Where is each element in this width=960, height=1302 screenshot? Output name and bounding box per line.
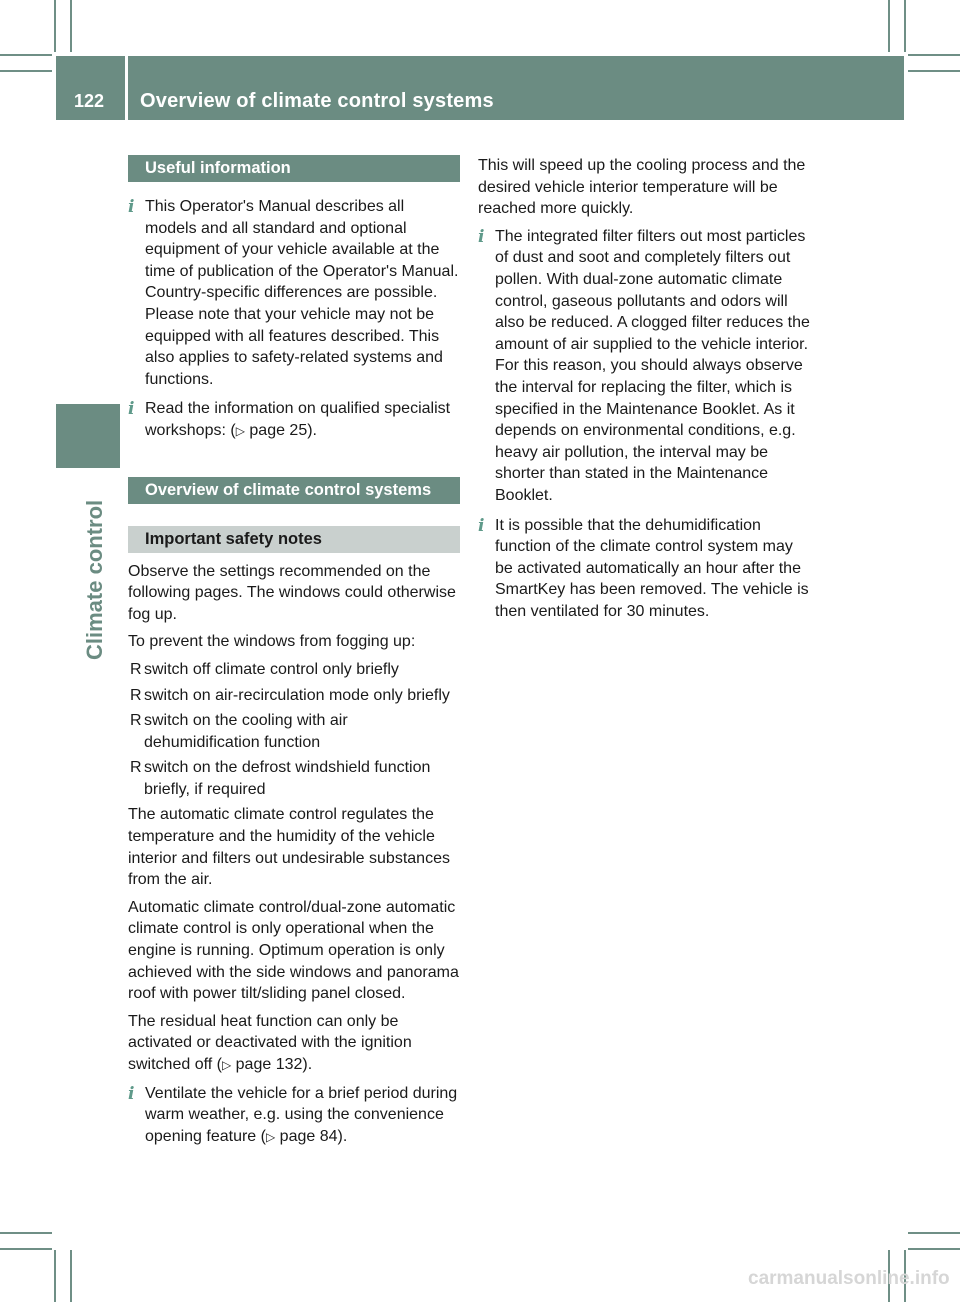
crop-mark	[888, 0, 890, 52]
info-note-text: Ventilate the vehicle for a brief period during warm weather, e.g. using the convenience opening feature (	[145, 1084, 458, 1145]
info-note-text: This Operator's Manual describes all models and all standard and optional equipment of your vehicle available at the time of publication of the Operator's Manual. Country-specific differences are possible. Please note that your vehicle may not be equipped with all features described. This also applies to safety-related systems and functions.	[145, 198, 459, 388]
crop-mark	[70, 0, 72, 52]
paragraph: Observe the settings recommended on the following pages. The windows could otherwise fog up.	[128, 562, 456, 623]
watermark: carmanualsonline.info	[748, 1268, 950, 1289]
useful-information-heading: Useful information	[128, 155, 460, 182]
info-note-text: Read the information on qualified specialist workshops: (	[145, 400, 451, 439]
list-item	[128, 757, 460, 800]
crop-mark	[0, 1232, 52, 1234]
crop-mark	[908, 1248, 960, 1250]
crop-mark	[0, 70, 52, 72]
info-icon: i	[128, 399, 135, 420]
chapter-tab-marker	[56, 404, 120, 468]
left-column	[128, 155, 460, 1156]
triangle-arrow-icon: ▷	[221, 1058, 232, 1072]
list-item	[128, 685, 460, 707]
list-item	[128, 659, 460, 681]
bullet-mark: R	[130, 759, 142, 777]
crop-mark	[904, 0, 906, 52]
triangle-arrow-icon: ▷	[265, 1129, 276, 1144]
crop-mark	[0, 54, 52, 56]
safety-notes-heading: Important safety notes	[128, 526, 460, 553]
list-item-text: switch on the cooling with air dehumidification function	[144, 712, 348, 751]
paragraph	[128, 1011, 460, 1077]
info-icon: i	[478, 226, 485, 247]
info-icon: i	[128, 197, 135, 217]
info-note	[478, 515, 814, 623]
list-item-text: switch on the defrost windshield function briefly, if required	[144, 759, 431, 798]
paragraph: This will speed up the cooling process and the desired vehicle interior temperature will be reached more quickly.	[478, 157, 806, 218]
crop-mark	[908, 54, 960, 56]
crop-mark	[54, 1250, 56, 1302]
paragraph-text: The residual heat function can only be activated or deactivated with the ignition switched off (	[128, 1012, 412, 1073]
page-reference-link[interactable]: page 132).	[235, 1056, 313, 1073]
list-item-text: switch off climate control only briefly	[144, 660, 399, 678]
info-note	[478, 226, 814, 507]
info-note	[128, 196, 460, 390]
crop-mark	[54, 0, 56, 52]
info-icon: i	[128, 1083, 135, 1104]
list-item-text: switch on air-recirculation mode only briefly	[144, 686, 450, 704]
page-reference-link[interactable]: page 25).	[249, 421, 317, 439]
bullet-mark: R	[130, 660, 142, 678]
running-title: Overview of climate control systems	[140, 90, 494, 112]
overview-heading: Overview of climate control systems	[128, 477, 460, 504]
bullet-mark: R	[130, 712, 142, 730]
info-icon: i	[478, 515, 485, 536]
info-note	[128, 398, 460, 442]
crop-mark	[70, 1250, 72, 1302]
header-divider	[125, 56, 128, 120]
list-item	[128, 710, 460, 753]
bullet-mark: R	[130, 686, 142, 704]
paragraph: To prevent the windows from fogging up:	[128, 633, 416, 651]
info-note-text: It is possible that the dehumidification function of the climate control system may be activated automatically an hour after the SmartKey has been removed. The vehicle is then ventilated for 30 minutes.	[495, 516, 809, 620]
right-column	[478, 155, 814, 630]
page-number: 122	[73, 91, 105, 111]
crop-mark	[908, 1232, 960, 1234]
triangle-arrow-icon: ▷	[235, 423, 245, 438]
crop-mark	[0, 1248, 52, 1250]
chapter-label: Climate control	[82, 499, 107, 660]
paragraph: The automatic climate control regulates the temperature and the humidity of the vehicle interior and filters out undesirable substances from the air.	[128, 806, 450, 889]
page-reference-link[interactable]: page 84).	[279, 1127, 348, 1145]
info-note-text: The integrated filter filters out most particles of dust and soot and completely filters out pollen. With dual-zone automatic climate control, gaseous pollutants and odors will also be reduced. A clogged filter reduces the amount of air supplied to the vehicle interior. For this reason, you should always observe the interval for replacing the filter, which is specified in the Maintenance Booklet. As it depends on environmental conditions, e.g. heavy air pollution, the interval may be shorter than stated in the Maintenance Booklet.	[495, 227, 810, 504]
paragraph: Automatic climate control/dual-zone automatic climate control is only operational when the engine is running. Optimum operation is only achieved with the side windows and panorama roof with power tilt/sliding panel closed.	[128, 898, 459, 1003]
info-note	[128, 1083, 460, 1149]
crop-mark	[908, 70, 960, 72]
